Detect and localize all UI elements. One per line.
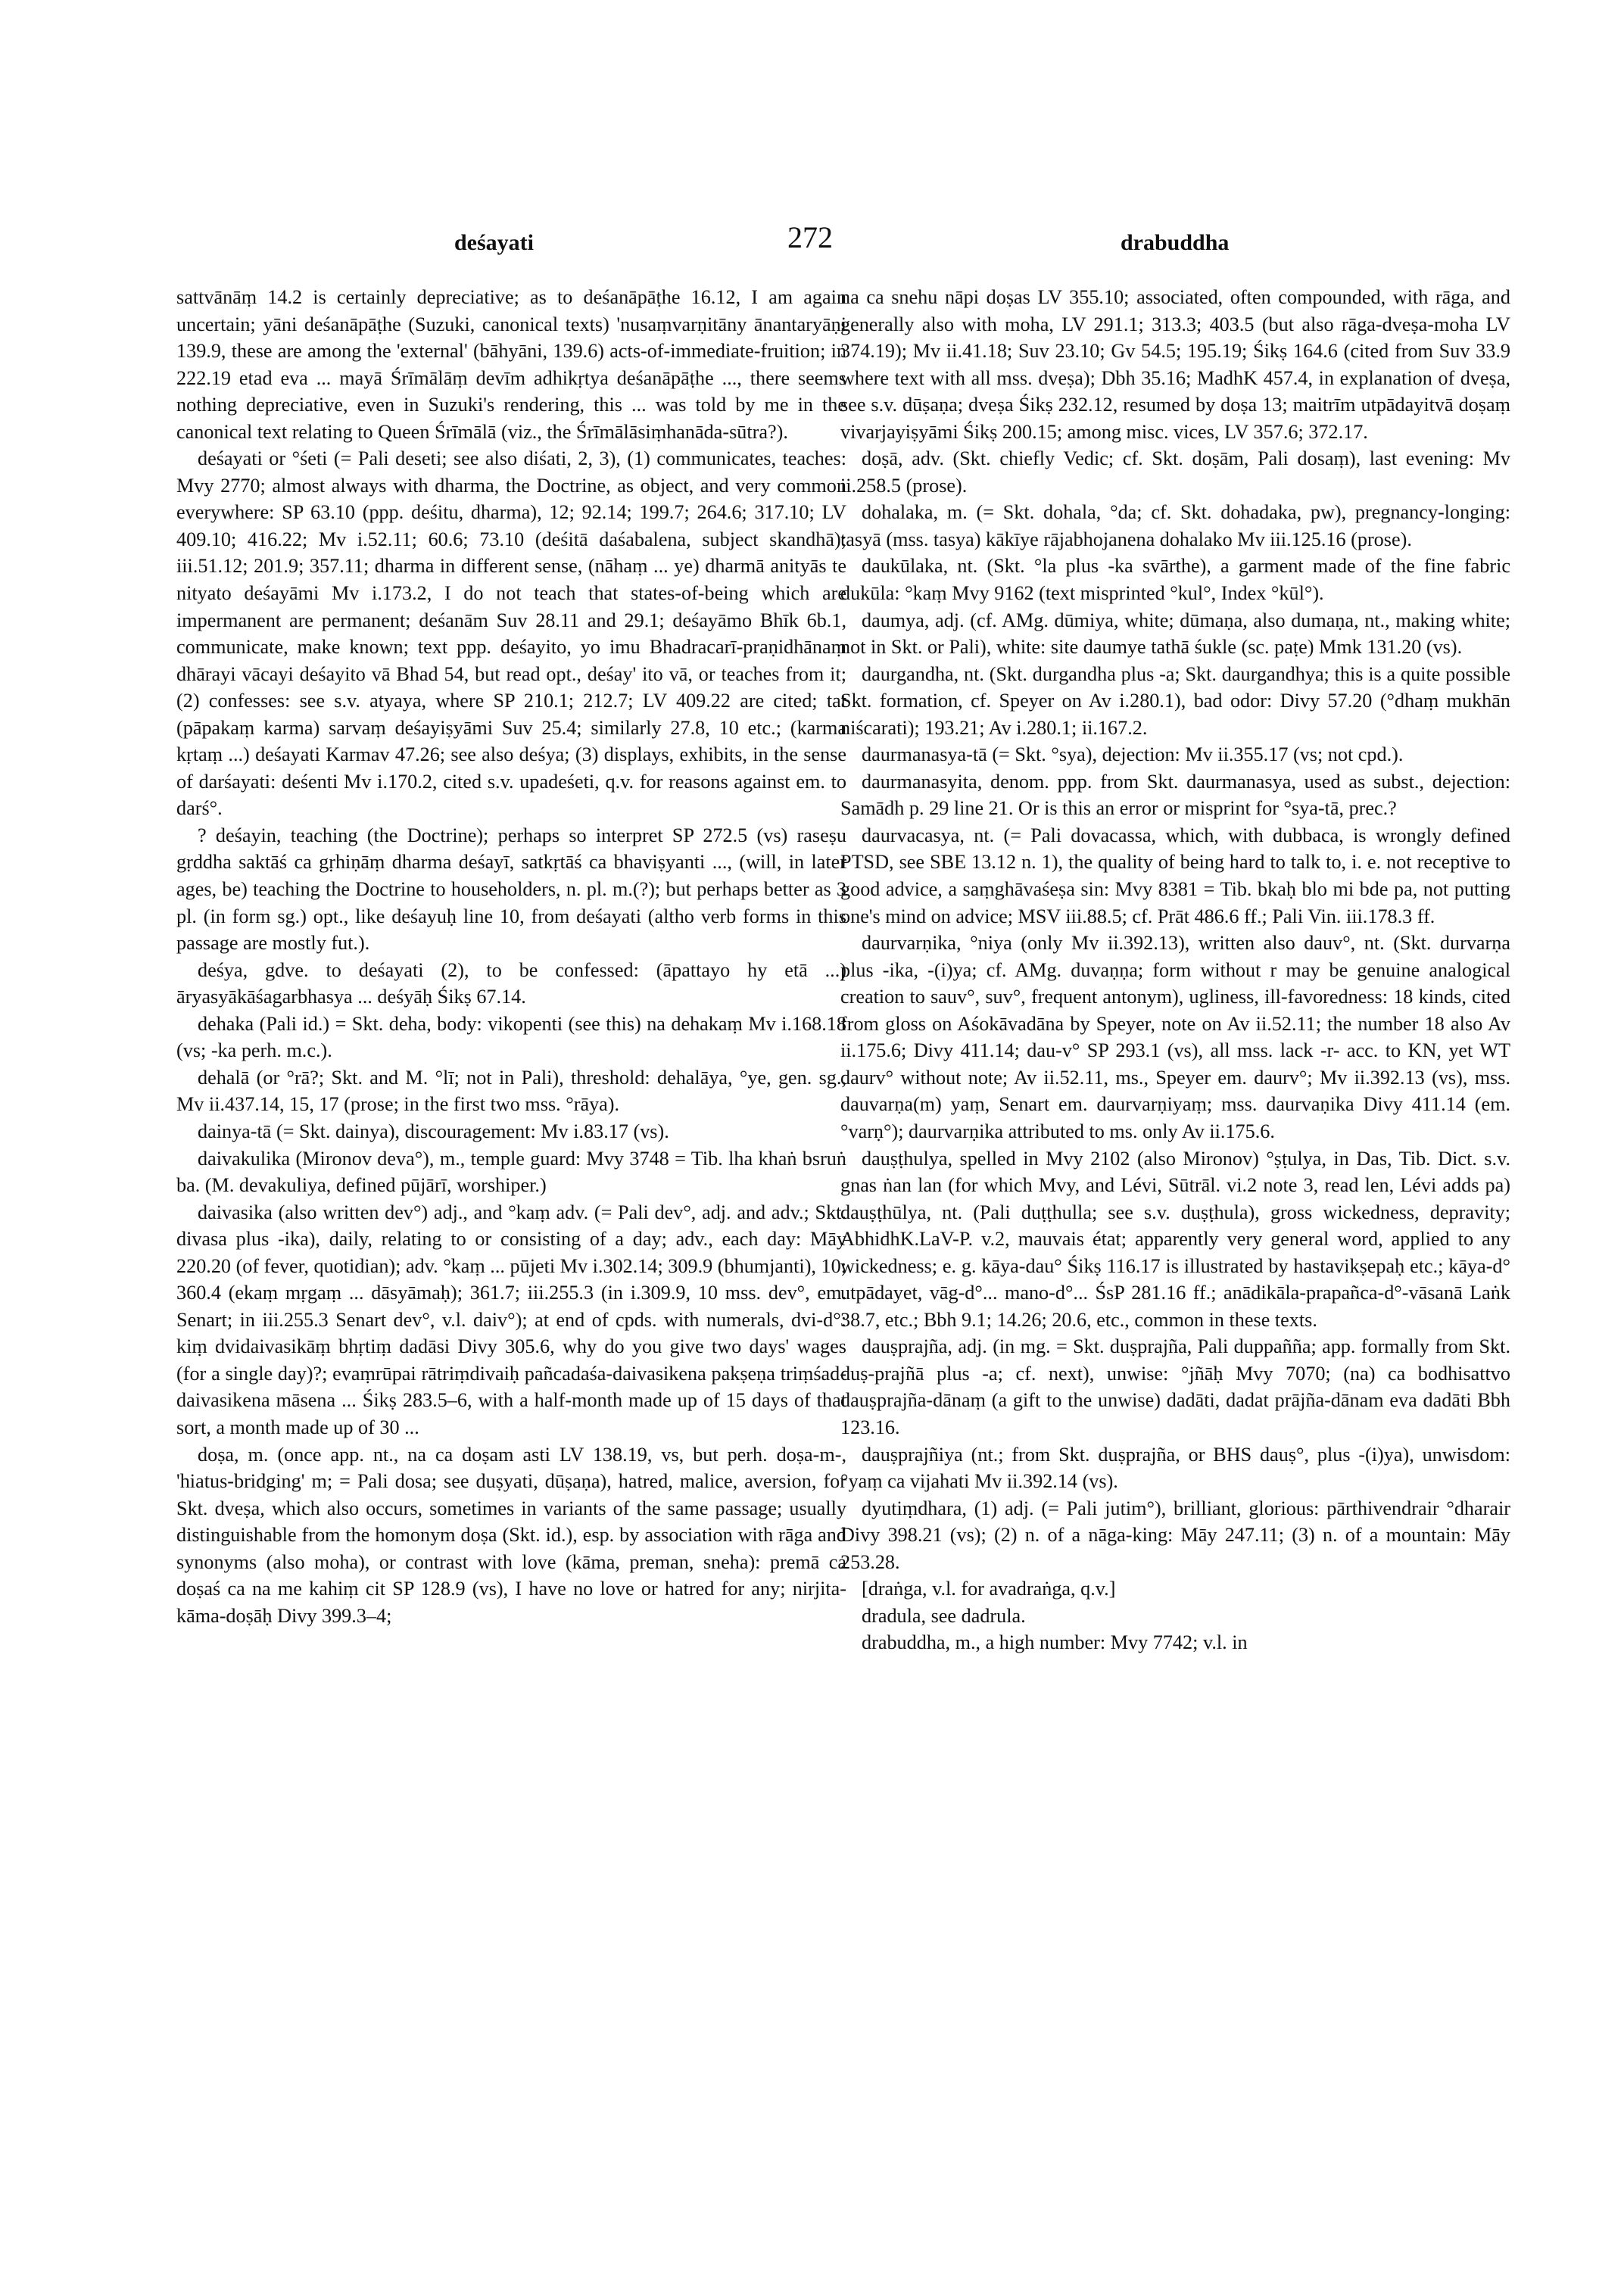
entry-dehala: dehalā (or °rā?; Skt. and M. °lī; not in Pali), threshold: dehalāya, °ye, gen. sg., Mv ii.437.14, 15, 17 (prose; in the first two mss. °rāya). <box>176 1066 846 1116</box>
entry-daivakulika: daivakulika (Mironov deva°), m., temple guard: Mvy 3748 = Tib. lha khaṅ bsruṅ ba. (M. devakuliya, defined pūjārī, worshiper.) <box>176 1147 846 1197</box>
left-running-headword: deśayati <box>454 230 534 255</box>
entry-daurmanasyita: daurmanasyita, denom. ppp. from Skt. daurmanasya, used as subst., dejection: Samādh p. 29 line 21. Or is this an error or misprint for °sya-tā, prec.? <box>840 770 1510 820</box>
entry-dradula: dradula, see dadrula. <box>862 1604 1026 1627</box>
entry-desayin: ? deśayin, teaching (the Doctrine); perhaps so interpret SP 272.5 (vs) raseṣu gṛddha saktāś ca gṛhiṇāṃ dharma deśayī, satkṛtāś ca bhaviṣyanti ..., (will, in later ages, be) teaching the Doctrine to householders, n. pl. m.(?); but perhaps better as 3 pl. (in form sg.) opt., like deśayuḥ line 10, from deśayati (altho verb forms in this passage are mostly fut.). <box>176 824 846 955</box>
entry-dranga: [draṅga, v.l. for avadraṅga, q.v.] <box>862 1578 1116 1600</box>
entry-daumya: daumya, adj. (cf. AMg. dūmiya, white; dūmaṇa, also dumaṇa, nt., making white; not in Skt. or Pali), white: site daumye tathā śukle (sc. paṭe) Mmk 131.20 (vs). <box>840 609 1510 659</box>
entry-daivasika: daivasika (also written dev°) adj., and °kaṃ adv. (= Pali dev°, adj. and adv.; Skt. divasa plus -ika), daily, relating to or consisting of a day; adv., each day: Māy 220.20 (of fever, quotidian); adv. °kaṃ ... pūjeti Mv i.302.14; 309.9 (bhumjanti), 10; 360.4 (ekaṃ mṛgaṃ ... dāsyāmaḥ); 361.7; iii.255.3 (in i.309.9, 10 mss. dev°, em. Senart; in iii.255.3 Senart dev°, v.l. daiv°); at end of cpds. with numerals, dvi-d°: kiṃ dvidaivasikāṃ bhṛtiṃ dadāsi Divy 305.6, why do you give two days' wages (for a single day)?; evaṃrūpai rātriṃdivaiḥ pañcadaśa-daivasikena pakṣeṇa triṃśad-daivasikena māsena ... Śikṣ 283.5–6, with a half-month made up of 15 days of that sort, a month made up of 30 ... <box>176 1201 846 1438</box>
right-column <box>840 284 1510 1656</box>
entry-dausprajniya: dauṣprajñiya (nt.; from Skt. duṣprajña, or BHS dauṣ°, plus -(i)ya), unwisdom: °yaṃ ca vijahati Mv ii.392.14 (vs). <box>840 1443 1510 1493</box>
entry-dausprajna: dauṣprajña, adj. (in mg. = Skt. duṣprajña, Pali duppañña; app. formally from Skt. duṣ-prajñā plus -a; cf. next), unwise: °jñāḥ Mvy 7070; (na) ca bodhisattvo dauṣprajña-dānaṃ (a gift to the unwise) dadāti, dadat prājña-dānam eva dadāti Bbh 123.16. <box>840 1335 1510 1438</box>
entry-dohalaka: dohalaka, m. (= Skt. dohala, °da; cf. Skt. dohadaka, pw), pregnancy-longing: tasyā (mss. tasya) kākīye rājabhojanena dohalako Mv iii.125.16 (prose). <box>840 501 1510 550</box>
entry-daurmanasya-ta: daurmanasya-tā (= Skt. °sya), dejection: Mv ii.355.17 (vs; not cpd.). <box>862 743 1404 766</box>
entry-daurgandha: daurgandha, nt. (Skt. durgandha plus -a; Skt. daurgandhya; this is a quite possible Skt. formation, cf. Speyer on Av i.280.1), bad odor: Divy 57.20 (°dhaṃ mukhān niścarati); 193.21; Av i.280.1; ii.167.2. <box>840 662 1510 739</box>
entry-dosa: doṣa, m. (once app. nt., na ca doṣam asti LV 138.19, vs, but perh. doṣa-m-, 'hiatus-bridging' m; = Pali dosa; see duṣyati, dūṣaṇa), hatred, malice, aversion, for Skt. dveṣa, which also occurs, sometimes in variants of the same passage; usually distinguishable from the homonym doṣa (Skt. id.), esp. by association with rāga and synonyms (also moha), or contrast with love (kāma, preman, sneha): premā ca doṣaś ca na me kahiṃ cit SP 128.9 (vs), I have no love or hatred for any; nirjita-kāma-doṣāḥ Divy 399.3–4; <box>176 1443 846 1627</box>
entry-daurvacasya: daurvacasya, nt. (= Pali dovacassa, which, with dubbaca, is wrongly defined PTSD, see SBE 13.12 n. 1), the quality of being hard to talk to, i. e. not receptive to good advice, a saṃghāvaśeṣa sin: Mvy 8381 = Tib. bkaḥ blo mi bde pa, not putting one's mind on advice; MSV iii.88.5; cf. Prāt 486.6 ff.; Pali Vin. iii.178.3 ff. <box>840 824 1510 927</box>
entry-dausthulya: dauṣṭhulya, spelled in Mvy 2102 (also Mironov) °ṣṭulya, in Das, Tib. Dict. s.v. gnas ṅan lan (for which Mvy, and Lévi, Sūtrāl. vi.2 note 3, read len, Lévi adds pa) dauṣṭhūlya, nt. (Pali duṭṭhulla; see s.v. duṣṭhula), gross wickedness, depravity; AbhidhK.LaV-P. v.2, mauvais état; apparently very general word, applied to any wickedness; e. g. kāya-dau° Śikṣ 116.17 is illustrated by hastavikṣepaḥ etc.; kāya-d° utpādayet, vāg-d°... mano-d°... ŚsP 281.16 ff.; anādikāla-prapañca-d°-vāsanā Laṅk 38.7, etc.; Bbh 9.1; 14.26; 20.6, etc., common in these texts. <box>840 1147 1510 1331</box>
entry-continuation: sattvānāṃ 14.2 is certainly depreciative; as to deśanāpāṭhe 16.12, I am again uncertain; yāni deśanāpāṭhe (Suzuki, canonical texts) 'nusaṃvarṇitāny ānantaryāṇi 139.9, these are among the 'external' (bāhyāni, 139.6) acts-of-immediate-fruition; in 222.19 etad eva ... mayā Śrīmālāṃ devīm adhikṛtya deśanāpāṭhe ..., there seems nothing depreciative, even in Suzuki's rendering, this ... was told by me in the canonical text relating to Queen Śrīmālā (viz., the Śrīmālāsiṃhanāda-sūtra?). <box>176 286 846 443</box>
entry-daurvarnika: daurvarṇika, °niya (only Mv ii.392.13), written also dauv°, nt. (Skt. durvarṇa plus -ika, -(i)ya; cf. AMg. duvaṇṇa; form without r may be genuine analogical creation to sauv°, suv°, frequent antonym), ugliness, ill-favoredness: 18 kinds, cited from gloss on Aśokāvadāna by Speyer, note on Av ii.52.11; the number 18 also Av ii.175.6; Divy 411.14; dau-v° SP 293.1 (vs), all mss. lack -r- acc. to KN, yet WT daurv° without note; Av ii.52.11, ms., Speyer em. daurv°; Mv ii.392.13 (vs), mss. dauvarṇa(m) yaṃ, Senart em. daurvarṇiyaṃ; mss. daurvaṇika Divy 411.14 (em. °varṇ°); daurvarṇika attributed to ms. only Av ii.175.6. <box>840 932 1510 1142</box>
entry-drabuddha: drabuddha, m., a high number: Mvy 7742; v.l. in <box>862 1631 1248 1654</box>
entry-dosa-adv: doṣā, adv. (Skt. chiefly Vedic; cf. Skt. doṣām, Pali dosaṃ), last evening: Mv ii.258.5 (prose). <box>840 447 1510 497</box>
left-column <box>176 284 846 1629</box>
entry-dosa-continued: na ca snehu nāpi doṣas LV 355.10; associated, often compounded, with rāga, and generally also with moha, LV 291.1; 313.3; 403.5 (but also rāga-dveṣa-moha LV 374.19); Mv ii.41.18; Suv 23.10; Gv 54.5; 195.19; Śikṣ 164.6 (cited from Suv 33.9 where text with all mss. dveṣa); Dbh 35.16; MadhK 457.4, in explanation of dveṣa, see s.v. dūṣaṇa; dveṣa Śikṣ 232.12, resumed by doṣa 13; maitrīm utpādayitvā doṣaṃ vivarjayiṣyāmi Śikṣ 200.15; among misc. vices, LV 357.6; 372.17. <box>840 286 1510 443</box>
entry-dainya-ta: dainya-tā (= Skt. dainya), discouragement: Mv i.83.17 (vs). <box>198 1120 669 1142</box>
entry-desya: deśya, gdve. to deśayati (2), to be confessed: (āpattayo hy etā ...) āryasyākāśagarbhasya ... deśyāḥ Śikṣ 67.14. <box>176 958 846 1008</box>
running-header <box>0 220 1624 273</box>
entry-dehaka: dehaka (Pali id.) = Skt. deha, body: vikopenti (see this) na dehakaṃ Mv i.168.18 (vs; -ka perh. m.c.). <box>176 1012 846 1062</box>
entry-dyutimdhara: dyutiṃdhara, (1) adj. (= Pali jutim°), brilliant, glorious: pārthivendrair °dharair Divy 398.21 (vs); (2) n. of a nāga-king: Māy 247.11; (3) n. of a mountain: Māy 253.28. <box>840 1497 1510 1573</box>
right-running-headword: drabuddha <box>1121 230 1230 255</box>
entry-desayati: deśayati or °śeti (= Pali deseti; see also diśati, 2, 3), (1) communicates, teaches: Mvy 2770; almost always with dharma, the Doctrine, as object, and very common everywhere: SP 63.10 (ppp. deśitu, dharma), 12; 92.14; 199.7; 264.6; 317.10; LV 409.10; 416.22; Mv i.52.11; 60.6; 73.10 (deśitā daśabalena, subject skandhā); iii.51.12; 201.9; 357.11; dharma in different sense, (nāhaṃ ... ye) dharmā anityās te nityato deśayāmi Mv i.173.2, I do not teach that states-of-being which are impermanent are permanent; deśanām Suv 28.11 and 29.1; deśayāmo Bhīk 6b.1, communicate, make known; text ppp. deśayito, yo imu Bhadracarī-praṇidhānaṃ dhārayi vācayi deśayito vā Bhad 54, but read opt., deśay' ito vā, or teaches from it; (2) confesses: see s.v. atyaya, where SP 210.1; 212.7; LV 409.22 are cited; tat (pāpakaṃ karma) sarvaṃ deśayiṣyāmi Suv 25.4; similarly 27.8, 10 etc.; (karma kṛtaṃ ...) deśayati Karmav 47.26; see also deśya; (3) displays, exhibits, in the sense of darśayati: deśenti Mv i.170.2, cited s.v. upadeśeti, q.v. for reasons against em. to darś°. <box>176 447 846 820</box>
page-number: 272 <box>787 220 833 254</box>
entry-daukulaka: daukūlaka, nt. (Skt. °la plus -ka svārthe), a garment made of the fine fabric dukūla: °kaṃ Mvy 9162 (text misprinted °kul°, Index °kūl°). <box>840 555 1510 605</box>
